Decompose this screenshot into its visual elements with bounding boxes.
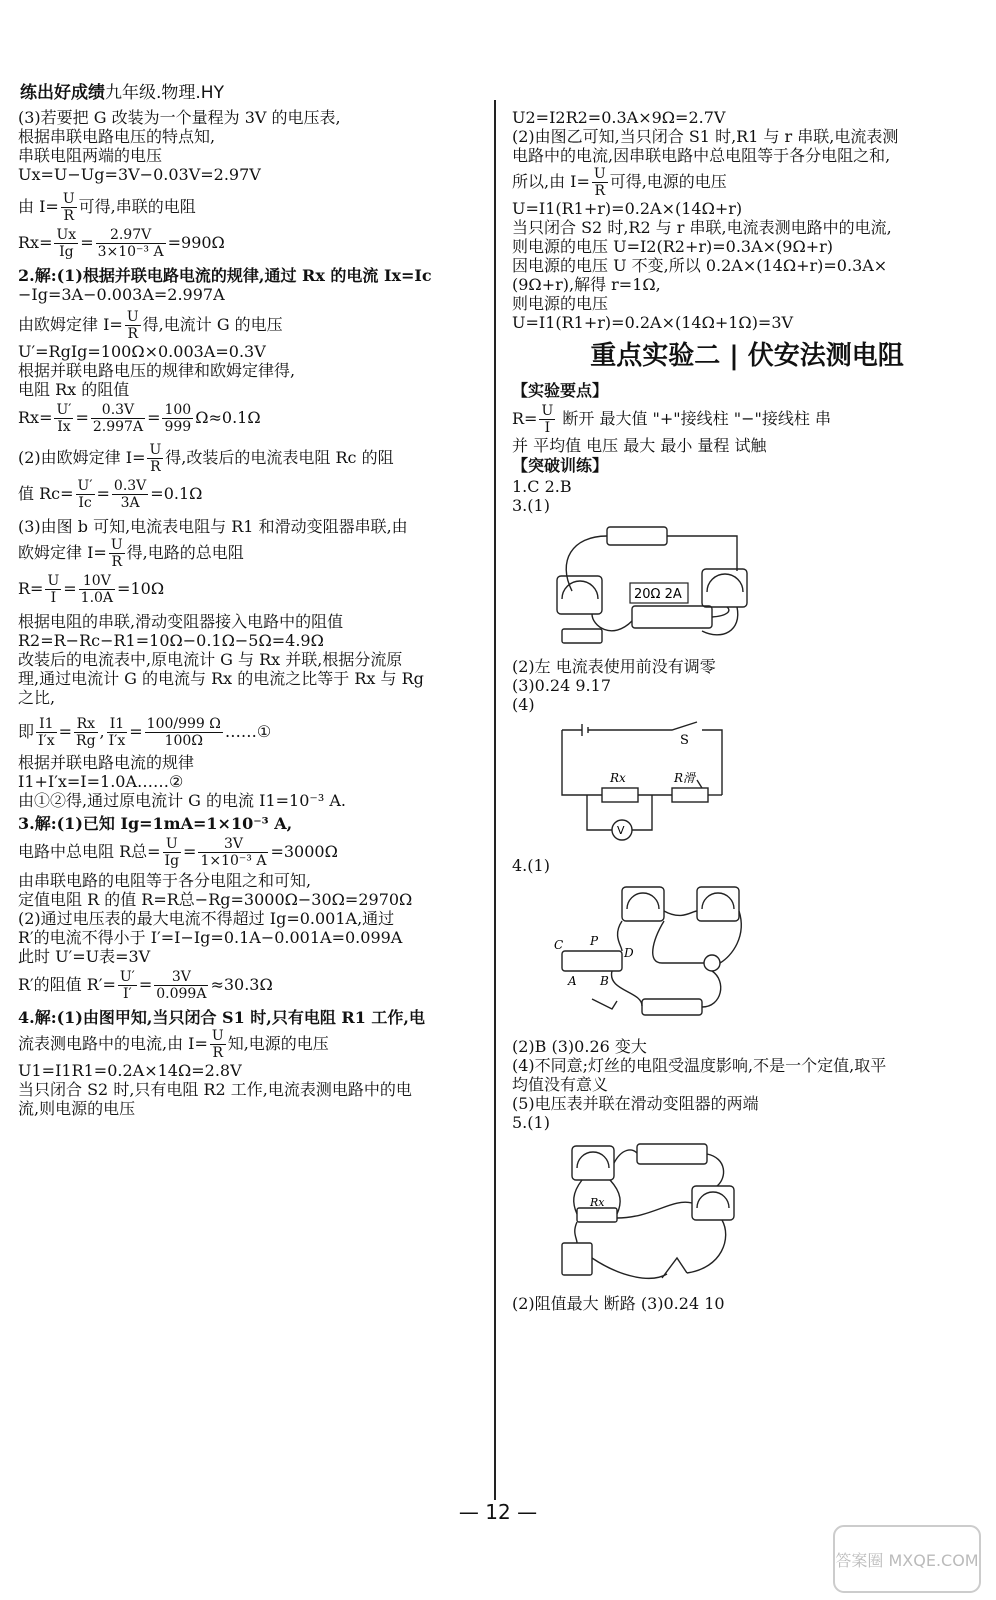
rheostat-icon [632, 606, 712, 628]
wire [587, 795, 612, 830]
denominator: 1×10⁻³ A [200, 853, 267, 869]
text-line: 2.解:(1)根据并联电路电流的规律,通过 Rx 的电流 Ix=Ic [18, 266, 432, 285]
text-line: R′的电流不得小于 I′=I−Ig=0.1A−0.001A=0.099A [18, 928, 403, 947]
formula-line [18, 224, 480, 262]
text: ≈30.3Ω [210, 975, 273, 994]
denominator: Ic [78, 495, 92, 511]
text-line: 流,则电源的电压 [18, 1099, 136, 1118]
text-line: (5)电压表并联在滑动变阻器的两端 [512, 1094, 759, 1113]
resistor-box-icon [607, 527, 667, 545]
wire [612, 971, 642, 1006]
wire [707, 1154, 724, 1186]
numerator: U [541, 403, 554, 419]
text: = [80, 233, 94, 252]
text-line: U=I1(R1+r)=0.2A×(14Ω+1Ω)=3V [512, 313, 794, 332]
text: 欧姆定律 I= [18, 543, 107, 562]
page-number-value: 12 [485, 1500, 511, 1524]
numerator: Ux [56, 227, 77, 243]
text-line: 均值没有意义 [512, 1075, 609, 1094]
text-line: 根据并联电路电压的规律和欧姆定律得, [18, 361, 296, 380]
text: 流表测电路中的电流,由 I= [18, 1034, 208, 1053]
fraction [118, 969, 137, 1002]
section-title: 重点实验二 | 伏安法测电阻 [590, 341, 904, 371]
text-line: 由串联电路的电阻等于各分电阻之和可知, [18, 871, 312, 890]
text-line: (2)由图乙可知,当只闭合 S1 时,R1 与 r 串联,电流表测 [512, 127, 899, 146]
text-line: 3.(1) [512, 496, 550, 515]
text-line: 此时 U′=U表=3V [18, 947, 151, 966]
formula-line [18, 711, 480, 753]
denominator: I′x [108, 733, 126, 749]
fraction [91, 402, 145, 435]
fraction [61, 191, 77, 224]
text-line: U2=I2R2=0.3A×9Ω=2.7V [512, 108, 726, 127]
numerator: Rx [74, 716, 98, 733]
fraction [125, 309, 141, 342]
text: = [75, 408, 89, 427]
wire [592, 1258, 667, 1278]
book-title: 练出好成绩 [20, 83, 105, 103]
text: = [138, 975, 153, 994]
numerator: I1 [107, 716, 128, 733]
text-line: 串联电阻两端的电压 [18, 146, 163, 165]
v-label: V [617, 824, 625, 837]
numerator: U [62, 191, 75, 207]
fraction [154, 969, 208, 1002]
denominator: Ig [164, 853, 180, 869]
denominator: I′x [38, 733, 55, 749]
text-line: 电路中的电流,因串联电路中总电阻等于各分电阻之和, [512, 146, 891, 165]
denominator: I [50, 590, 57, 606]
text: 电路中总电阻 R总= [18, 842, 161, 861]
text-line: U′=RgIg=100Ω×0.003A=0.3V [18, 342, 266, 361]
text: =10Ω [117, 579, 165, 598]
fraction [112, 478, 148, 511]
text-line: (2)B (3)0.26 变大 [512, 1037, 647, 1056]
rheostat-icon [562, 951, 622, 971]
wire [614, 1150, 637, 1163]
wire [575, 1222, 577, 1243]
text-line: U1=I1R1=0.2A×14Ω=2.8V [18, 1061, 242, 1080]
numerator: I1 [36, 716, 57, 733]
numerator: U [163, 836, 182, 853]
numerator: 0.3V [113, 478, 147, 494]
denominator: I′ [122, 986, 132, 1002]
text-line: (3)若要把 G 改装为一个量程为 3V 的电压表, [18, 108, 341, 127]
text: , [99, 722, 105, 741]
text-line: (9Ω+r),解得 r=1Ω, [512, 275, 661, 294]
text-line: 根据串联电路电压的特点知, [18, 127, 216, 146]
slider-arrow [697, 780, 702, 788]
denominator: I [544, 420, 551, 436]
text: R′的阻值 R′= [18, 975, 116, 994]
text: 由欧姆定律 I= [18, 315, 123, 334]
numerator: U [126, 309, 139, 325]
fraction [198, 836, 268, 869]
text-line: 4.解:(1)由图甲知,当只闭合 S1 时,只有电阻 R1 工作,电 [18, 1008, 425, 1027]
numerator: U [593, 166, 606, 182]
page-header [20, 78, 224, 103]
numerator: U [149, 442, 162, 458]
text: 得,电路的总电阻 [126, 543, 244, 562]
denominator: R [111, 554, 122, 570]
text-line: 3.解:(1)已知 Ig=1mA=1×10⁻³ A, [18, 814, 293, 833]
wire [702, 607, 738, 635]
fraction [163, 836, 182, 869]
fraction [74, 716, 98, 749]
formula-line [18, 1027, 480, 1061]
text: Rx= [18, 233, 53, 252]
rslide-label: R滑 [674, 771, 696, 785]
text-line: 之比, [18, 688, 56, 707]
text: 知,电源的电压 [227, 1034, 329, 1053]
rx-label: Rx [610, 771, 626, 785]
a-label: A [568, 974, 577, 988]
text: 即 [18, 722, 35, 741]
text-line: (2)通过电压表的最大电流不得超过 Ig=0.001A,通过 [18, 909, 395, 928]
text-line: 根据电阻的串联,滑动变阻器接入电路中的阻值 [18, 612, 344, 631]
text-line: 定值电阻 R 的值 R=R总−Rg=3000Ω−30Ω=2970Ω [18, 890, 413, 909]
denominator: Ix [57, 419, 71, 435]
denominator: R [594, 183, 606, 199]
denominator: 3×10⁻³ A [97, 244, 164, 260]
numerator: U′ [77, 478, 93, 494]
denominator: R [150, 459, 161, 475]
text-line: 1.C 2.B [512, 477, 572, 496]
text-line: (3)0.24 9.17 [512, 676, 611, 695]
right-column [512, 108, 982, 1313]
numerator: 10V [79, 573, 115, 590]
battery-icon [562, 1243, 592, 1275]
watermark-logo-icon [832, 1524, 982, 1594]
training-heading: 【突破训练】 [512, 456, 609, 475]
text: 由 I= [18, 197, 59, 216]
wire [687, 1220, 726, 1273]
wire [653, 921, 704, 963]
text: = [58, 722, 73, 741]
text-line: 5.(1) [512, 1113, 550, 1132]
rheostat-label: 20Ω 2A [634, 587, 682, 602]
text-line: R2=R−Rc−R1=10Ω−0.1Ω−5Ω=4.9Ω [18, 631, 324, 650]
page-number: — 12 — [458, 1500, 538, 1524]
text-line: Ux=U−Ug=3V−0.03V=2.97V [18, 165, 261, 184]
formula-line [18, 441, 480, 475]
text-line: 4.(1) [512, 856, 550, 875]
denominator: Ig [59, 244, 74, 260]
experiment-points-heading: 【实验要点】 [512, 381, 609, 400]
text: 断开 最大值 "+"接线柱 "−"接线柱 串 [557, 409, 831, 428]
text: 可得,电源的电压 [609, 172, 727, 191]
text: =0.1Ω [150, 484, 203, 503]
text: = [129, 722, 143, 741]
fraction [76, 478, 95, 511]
fraction [79, 573, 115, 606]
fraction [539, 403, 555, 436]
numerator: U [211, 1028, 224, 1044]
text: Rx= [18, 408, 53, 427]
text-line: −Ig=3A−0.003A=2.997A [18, 285, 225, 304]
circuit-diagram-3-4 [552, 720, 732, 850]
formula-line [18, 536, 480, 570]
denominator: 0.099A [156, 986, 207, 1002]
denominator: R [63, 208, 74, 224]
fraction [109, 537, 125, 570]
text-line: I1+I′x=I=1.0A……② [18, 772, 184, 791]
text: R= [512, 409, 538, 428]
text-line: 由①②得,通过原电流计 G 的电流 I1=10⁻³ A. [18, 791, 346, 810]
text-line: (2)左 电流表使用前没有调零 [512, 657, 716, 676]
text-line: 当只闭合 S2 时,R2 与 r 串联,电流表测电路中的电流, [512, 218, 892, 237]
wire [664, 911, 697, 915]
text-line: U=I1(R1+r)=0.2A×(14Ω+r) [512, 199, 743, 218]
text: = [147, 408, 161, 427]
text-line: (3)由图 b 可知,电流表电阻与 R1 和滑动变阻器串联,由 [18, 517, 408, 536]
battery-icon [582, 724, 588, 736]
text: (2)由欧姆定律 I= [18, 448, 146, 467]
numerator: U [110, 537, 123, 553]
fraction [107, 716, 128, 749]
text: 得,电流计 G 的电压 [142, 315, 283, 334]
denominator: 999 [164, 419, 192, 435]
fraction [592, 166, 608, 199]
left-column [18, 108, 480, 1118]
text-line: (4)不同意;灯丝的电阻受温度影响,不是一个定值,取平 [512, 1056, 887, 1075]
formula-line [18, 475, 480, 513]
denominator: Rg [76, 733, 96, 749]
text-line: (2)阻值最大 断路 (3)0.24 10 [512, 1294, 725, 1313]
denominator: 3A [120, 495, 140, 511]
fraction [96, 227, 166, 260]
text-line: 理,通过电流计 G 的电流与 Rx 的电流之比等于 Rx 与 Rg [18, 669, 424, 688]
text-line: (4) [512, 695, 535, 714]
formula-line [512, 165, 982, 199]
formula-line [18, 833, 480, 871]
denominator: 100Ω [164, 733, 203, 749]
book-subtitle: 九年级.物理.HY [105, 83, 224, 103]
text: = [183, 842, 197, 861]
resistor-rx-icon [602, 788, 638, 802]
resistor-rx-icon [577, 1208, 617, 1222]
formula-line [18, 399, 480, 437]
text-line: 则电源的电压 U=I2(R2+r)=0.3A×(9Ω+r) [512, 237, 834, 256]
switch-icon [588, 722, 697, 730]
formula-line [512, 402, 982, 436]
meter-dial [627, 893, 734, 909]
wire [702, 971, 721, 1007]
wire [667, 536, 737, 571]
fraction [54, 227, 78, 260]
text: 可得,串联的电阻 [78, 197, 196, 216]
lamp-icon [704, 955, 720, 971]
wire [702, 730, 722, 795]
rx-label: Rx [590, 1196, 605, 1209]
numerator: 100 [164, 402, 192, 418]
text-line: 则电源的电压 [512, 294, 609, 313]
text: = [96, 484, 110, 503]
meter-dial [707, 574, 743, 592]
text: ……① [224, 722, 272, 741]
formula-line [18, 308, 480, 342]
numerator: U′ [56, 402, 72, 418]
text: =3000Ω [270, 842, 338, 861]
numerator: 100/999 Ω [146, 716, 221, 732]
d-label: D [624, 946, 634, 960]
switch-label: S [680, 733, 689, 748]
meter-dial [562, 581, 598, 599]
c-label: C [554, 938, 564, 952]
watermark-text: 答案圈 MXQE.COM [835, 1551, 979, 1570]
text-line: 电阻 Rx 的阻值 [18, 380, 130, 399]
text: 所以,由 I= [512, 172, 590, 191]
wire [618, 921, 622, 951]
text-line: 并 平均值 电压 最大 最小 量程 试触 [512, 436, 767, 455]
denominator: R [212, 1045, 224, 1061]
numerator: 0.3V [91, 402, 145, 419]
wire [632, 795, 652, 830]
fraction [145, 716, 223, 749]
circuit-photo-5-1 [552, 1138, 752, 1288]
text: 值 Rc= [18, 484, 74, 503]
text: Ω≈0.1Ω [195, 408, 261, 427]
fraction [54, 402, 73, 435]
text: =990Ω [167, 233, 225, 252]
text-line: 改装后的电流表中,原电流计 G 与 Rx 并联,根据分流原 [18, 650, 403, 669]
wire [712, 607, 729, 617]
formula-line [18, 570, 480, 608]
formula-line [18, 966, 480, 1004]
denominator: 2.997A [92, 419, 144, 435]
denominator: 1.0A [80, 590, 114, 606]
fraction [36, 716, 57, 749]
battery-icon [562, 629, 602, 643]
numerator: U′ [119, 969, 135, 985]
text: R= [18, 579, 44, 598]
formula-line [18, 190, 480, 224]
text: = [63, 579, 77, 598]
circuit-photo-4-1 [552, 881, 752, 1031]
numerator: 3V [154, 969, 208, 986]
battery-icon [642, 999, 702, 1015]
text-line: 根据并联电路电流的规律 [18, 753, 195, 772]
rheostat-icon [672, 788, 708, 802]
fraction [147, 442, 163, 475]
wire [617, 1202, 692, 1218]
text: 得,改装后的电流表电阻 Rc 的阻 [165, 448, 394, 467]
text-line: 当只闭合 S2 时,只有电阻 R2 工作,电流表测电路中的电 [18, 1080, 412, 1099]
numerator: U [47, 573, 60, 589]
wire [592, 614, 632, 631]
wire [562, 730, 602, 795]
circuit-photo-3-1 [552, 521, 752, 651]
numerator: 2.97V [96, 227, 166, 244]
p-label: P [590, 934, 599, 948]
b-label: B [600, 974, 609, 988]
switch-icon [592, 999, 617, 1009]
numerator: 3V [198, 836, 268, 853]
fraction [210, 1028, 226, 1061]
column-divider [494, 100, 496, 1500]
fraction [162, 402, 193, 435]
fraction [45, 573, 61, 606]
text-line: 因电源的电压 U 不变,所以 0.2A×(14Ω+r)=0.3A× [512, 256, 888, 275]
denominator: R [127, 326, 138, 342]
rheostat-icon [637, 1144, 707, 1164]
